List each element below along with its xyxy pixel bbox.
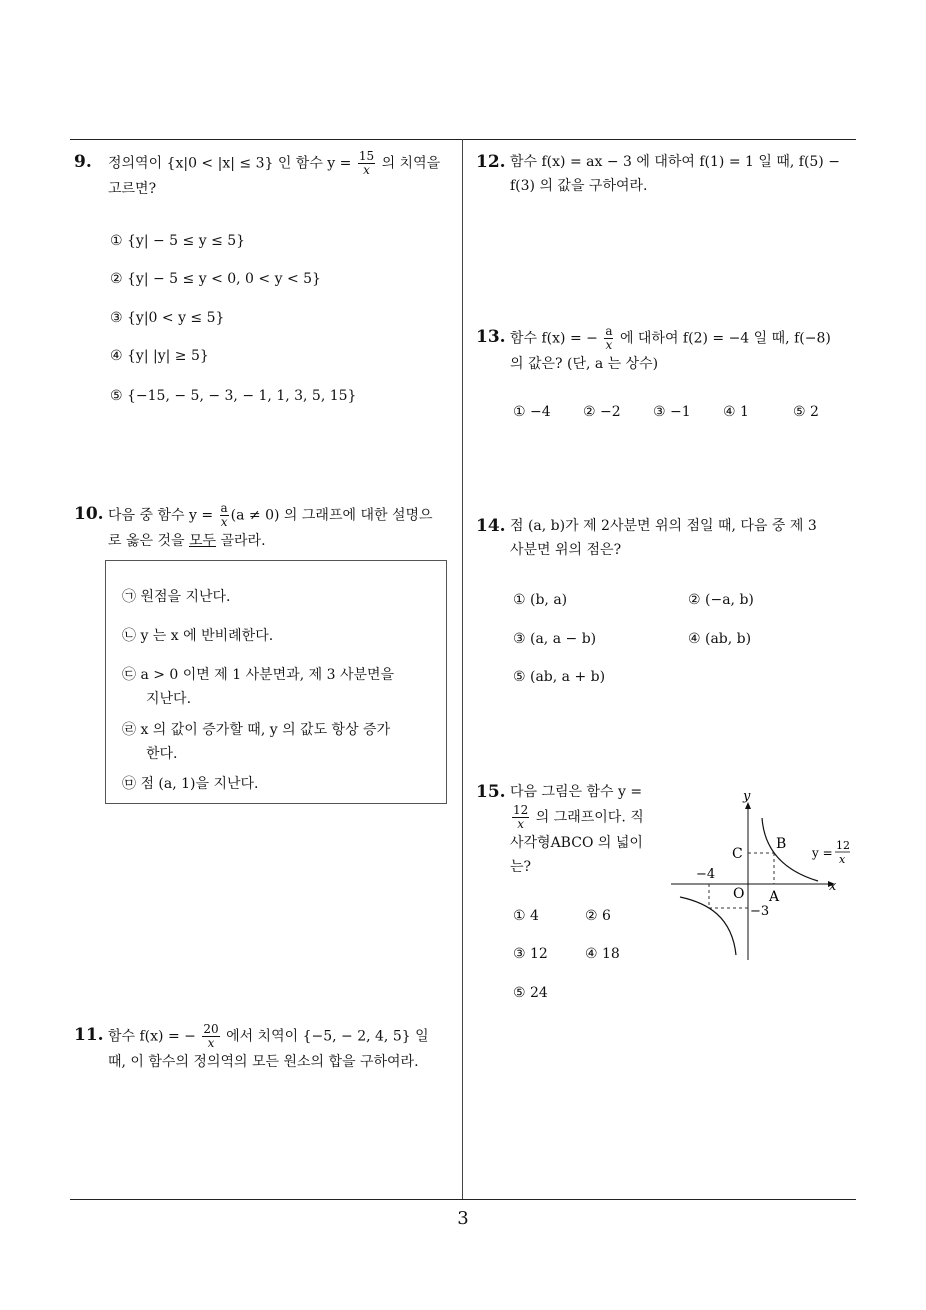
choice-3[interactable]: ③ (a, a − b) (513, 631, 597, 647)
question-text-part: 사분면 위의 점은? (510, 542, 622, 558)
question-13 (476, 325, 861, 381)
question-text (510, 514, 865, 562)
emphasis-all: 모두 (188, 533, 217, 549)
fraction-numerator: a (605, 324, 613, 338)
choice-5[interactable]: ⑤ 2 (793, 404, 819, 420)
statement-1[interactable]: ㉠ 원점을 지난다. (122, 589, 231, 605)
question-text (108, 1023, 468, 1074)
fraction-numerator: 12 (513, 803, 529, 817)
question-text-part: 함수 f(x) = − (510, 330, 598, 347)
question-text-part: 다음 중 함수 y = (108, 507, 214, 524)
choice-4[interactable]: ④ 1 (723, 404, 749, 420)
question-text-part: 정의역이 {x|0 < |x| ≤ 3} 인 함수 y = (108, 155, 352, 172)
fraction-numerator: 20 (203, 1022, 219, 1036)
question-text-part: 에서 치역이 {−5, − 2, 4, 5} 일 (226, 1028, 429, 1045)
hyperbola-graph (668, 785, 853, 965)
choice-3[interactable]: ③ 12 (513, 946, 548, 962)
question-text-part: 는? (510, 859, 532, 875)
fraction (358, 150, 375, 177)
bottom-rule (70, 1199, 856, 1200)
question-text-part: 사각형ABCO 의 넓이 (510, 835, 643, 851)
question-text (510, 780, 665, 879)
fraction (512, 804, 529, 831)
choice-5[interactable]: ⑤ 24 (513, 985, 548, 1001)
question-text (108, 150, 458, 201)
fraction-denominator: x (605, 338, 613, 352)
curve-label-denominator: x (839, 853, 846, 866)
question-text-part: 의 그래프이다. 직 (535, 809, 644, 826)
fraction-denominator: x (517, 817, 525, 831)
question-text-part: f(3) 의 값을 구하여라. (510, 178, 648, 194)
statement-4-cont: 한다. (146, 746, 178, 762)
curve-label: y = (812, 846, 833, 860)
fraction (604, 325, 613, 352)
label-neg3: −3 (750, 904, 770, 919)
statement-box (105, 560, 447, 804)
statement-4[interactable]: ㉣ x 의 값이 증가할 때, y 의 값도 항상 증가 (122, 722, 391, 738)
question-15 (476, 780, 666, 890)
choice-3[interactable]: ③ {y|0 < y ≤ 5} (110, 310, 225, 326)
choice-2[interactable]: ② −2 (583, 404, 621, 420)
curve-first-quadrant (762, 818, 818, 881)
question-text-part: 함수 f(x) = ax − 3 에 대하여 f(1) = 1 일 때, f(5) − (510, 154, 840, 170)
choice-1[interactable]: ① −4 (513, 404, 551, 420)
question-text-part: 함수 f(x) = − (108, 1028, 196, 1045)
question-11 (74, 1023, 459, 1079)
question-text-part: 의 치역을 (381, 155, 441, 172)
fraction-denominator: x (363, 163, 370, 177)
question-12 (476, 150, 861, 206)
fraction (220, 502, 229, 529)
curve-label-numerator: 12 (836, 839, 850, 852)
fraction (202, 1023, 219, 1050)
fraction-numerator: 15 (358, 149, 375, 163)
label-C: C (732, 846, 743, 862)
choice-1[interactable]: ① {y| − 5 ≤ y ≤ 5} (110, 233, 246, 249)
label-B: B (776, 836, 787, 852)
choice-5[interactable]: ⑤ (ab, a + b) (513, 669, 606, 685)
fraction-denominator: x (207, 1036, 215, 1050)
choice-5[interactable]: ⑤ {−15, − 5, − 3, − 1, 1, 3, 5, 15} (110, 388, 357, 404)
question-10 (74, 502, 459, 558)
choice-3[interactable]: ③ −1 (653, 404, 691, 420)
choice-1[interactable]: ① (b, a) (513, 592, 568, 608)
choice-4[interactable]: ④ {y| |y| ≥ 5} (110, 348, 209, 364)
choice-1[interactable]: ① 4 (513, 908, 539, 924)
label-neg4: −4 (696, 867, 716, 882)
question-text (510, 150, 865, 198)
y-axis-label: y (743, 789, 751, 804)
statement-5[interactable]: ㉤ 점 (a, 1)을 지난다. (122, 776, 259, 792)
question-text-part: 의 값은? (단, a 는 상수) (510, 356, 659, 372)
fraction-denominator: x (220, 515, 228, 529)
question-number: 10. (74, 504, 104, 524)
question-number: 11. (74, 1025, 104, 1045)
choice-4[interactable]: ④ (ab, b) (688, 631, 752, 647)
question-number: 15. (476, 782, 506, 802)
question-number: 14. (476, 516, 506, 536)
question-text-part: 다음 그림은 함수 y = (510, 784, 643, 800)
label-A: A (769, 889, 780, 905)
statement-3-cont: 지난다. (146, 691, 192, 707)
question-text-part: 점 (a, b)가 제 2사분면 위의 점일 때, 다음 중 제 3 (510, 518, 817, 534)
question-text (108, 502, 463, 553)
question-text (510, 325, 865, 376)
statement-3[interactable]: ㉢ a > 0 이면 제 1 사분면과, 제 3 사분면을 (122, 667, 395, 683)
statement-2[interactable]: ㉡ y 는 x 에 반비례한다. (122, 628, 274, 644)
question-number: 12. (476, 152, 506, 172)
choice-2[interactable]: ② 6 (585, 908, 611, 924)
x-axis-label: x (829, 879, 837, 894)
question-text-part: 고르면? (108, 181, 157, 197)
question-text-part: 로 옳은 것을 (108, 533, 189, 549)
question-number: 9. (74, 152, 92, 172)
curve-third-quadrant (680, 897, 736, 955)
question-14 (476, 514, 861, 570)
question-text-part: (a ≠ 0) 의 그래프에 대한 설명으 (230, 507, 433, 524)
choice-2[interactable]: ② (−a, b) (688, 592, 754, 608)
top-rule (70, 139, 856, 140)
label-O: O (733, 886, 745, 902)
fraction-numerator: a (220, 501, 228, 515)
choice-4[interactable]: ④ 18 (585, 946, 620, 962)
question-text-part: 에 대하여 f(2) = −4 일 때, f(−8) (619, 330, 831, 347)
question-text-part: 때, 이 함수의 정의역의 모든 원소의 합을 구하여라. (108, 1054, 419, 1070)
question-number: 13. (476, 327, 506, 347)
page-number: 3 (457, 1208, 469, 1229)
question-text-part: 골라라. (216, 533, 266, 549)
choice-2[interactable]: ② {y| − 5 ≤ y < 0, 0 < y < 5} (110, 271, 321, 287)
